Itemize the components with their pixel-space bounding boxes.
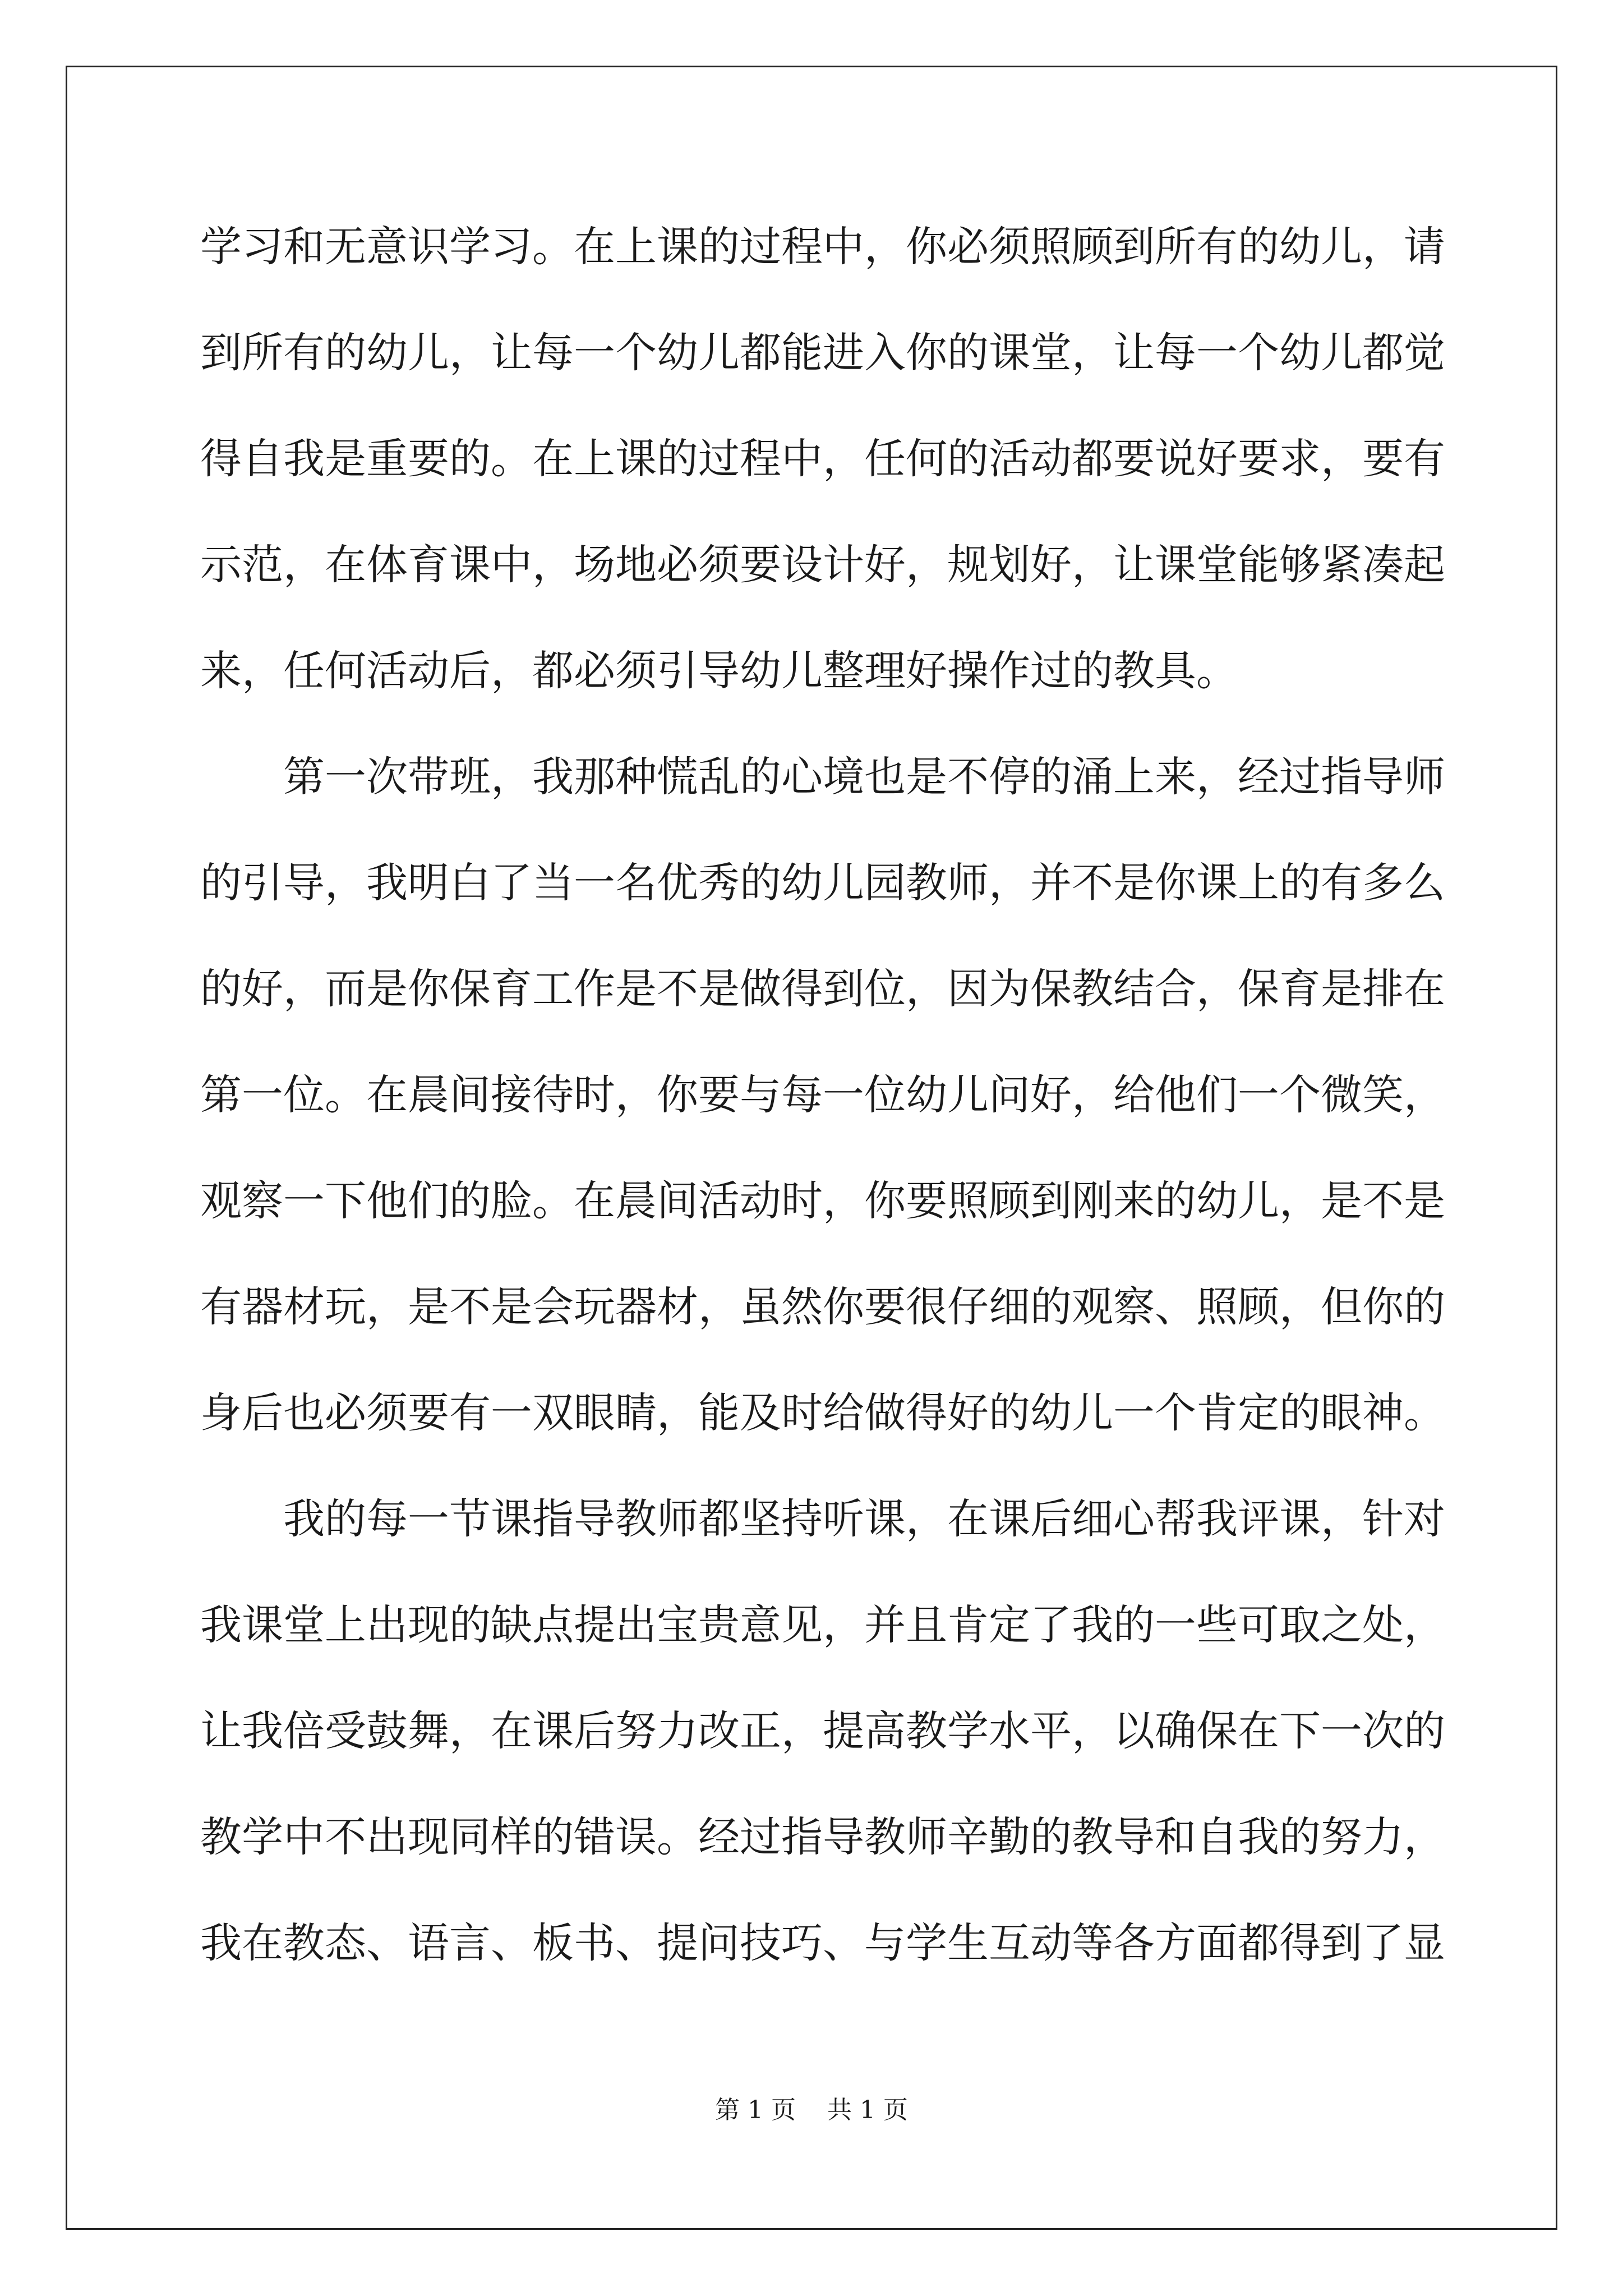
text-line: 到所有的幼儿，让每一个幼儿都能进入你的课堂，让每一个幼儿都觉: [200, 329, 1445, 377]
text-line: 教学中不出现同样的错误。经过指导教师辛勤的教导和自我的努力，: [200, 1813, 1445, 1861]
text-line: 有器材玩，是不是会玩器材，虽然你要很仔细的观察、照顾，但你的: [200, 1283, 1445, 1331]
text-line: 的引导，我明白了当一名优秀的幼儿园教师，并不是你课上的有多么: [200, 859, 1445, 907]
text-line: 学习和无意识学习。在上课的过程中，你必须照顾到所有的幼儿，请: [200, 223, 1445, 271]
text-line: 让我倍受鼓舞，在课后努力改正，提高教学水平，以确保在下一次的: [200, 1707, 1445, 1755]
document-body: [200, 202, 1445, 2004]
text-line: 示范，在体育课中，场地必须要设计好，规划好，让课堂能够紧凑起: [200, 541, 1445, 589]
page-number-label: 第 1 页 共 1 页: [715, 2096, 908, 2124]
text-line: 身后也必须要有一双眼睛，能及时给做得好的幼儿一个肯定的眼神。: [200, 1389, 1445, 1437]
text-line: 的好，而是你保育工作是不是做得到位，因为保教结合，保育是排在: [200, 965, 1445, 1013]
text-line: 第一位。在晨间接待时，你要与每一位幼儿问好，给他们一个微笑，: [200, 1071, 1445, 1119]
text-line: 我的每一节课指导教师都坚持听课，在课后细心帮我评课，针对: [283, 1495, 1445, 1543]
text-line: 我在教态、语言、板书、提问技巧、与学生互动等各方面都得到了显: [200, 1919, 1445, 1967]
text-line: 观察一下他们的脸。在晨间活动时，你要照顾到刚来的幼儿，是不是: [200, 1177, 1445, 1225]
text-line: 第一次带班，我那种慌乱的心境也是不停的涌上来，经过指导师: [283, 753, 1445, 801]
text-line: 我课堂上出现的缺点提出宝贵意见，并且肯定了我的一些可取之处，: [200, 1601, 1445, 1649]
text-line: 来，任何活动后，都必须引导幼儿整理好操作过的教具。: [200, 647, 1238, 695]
text-line: 得自我是重要的。在上课的过程中，任何的活动都要说好要求，要有: [200, 435, 1445, 483]
page-footer: [0, 2093, 1623, 2127]
